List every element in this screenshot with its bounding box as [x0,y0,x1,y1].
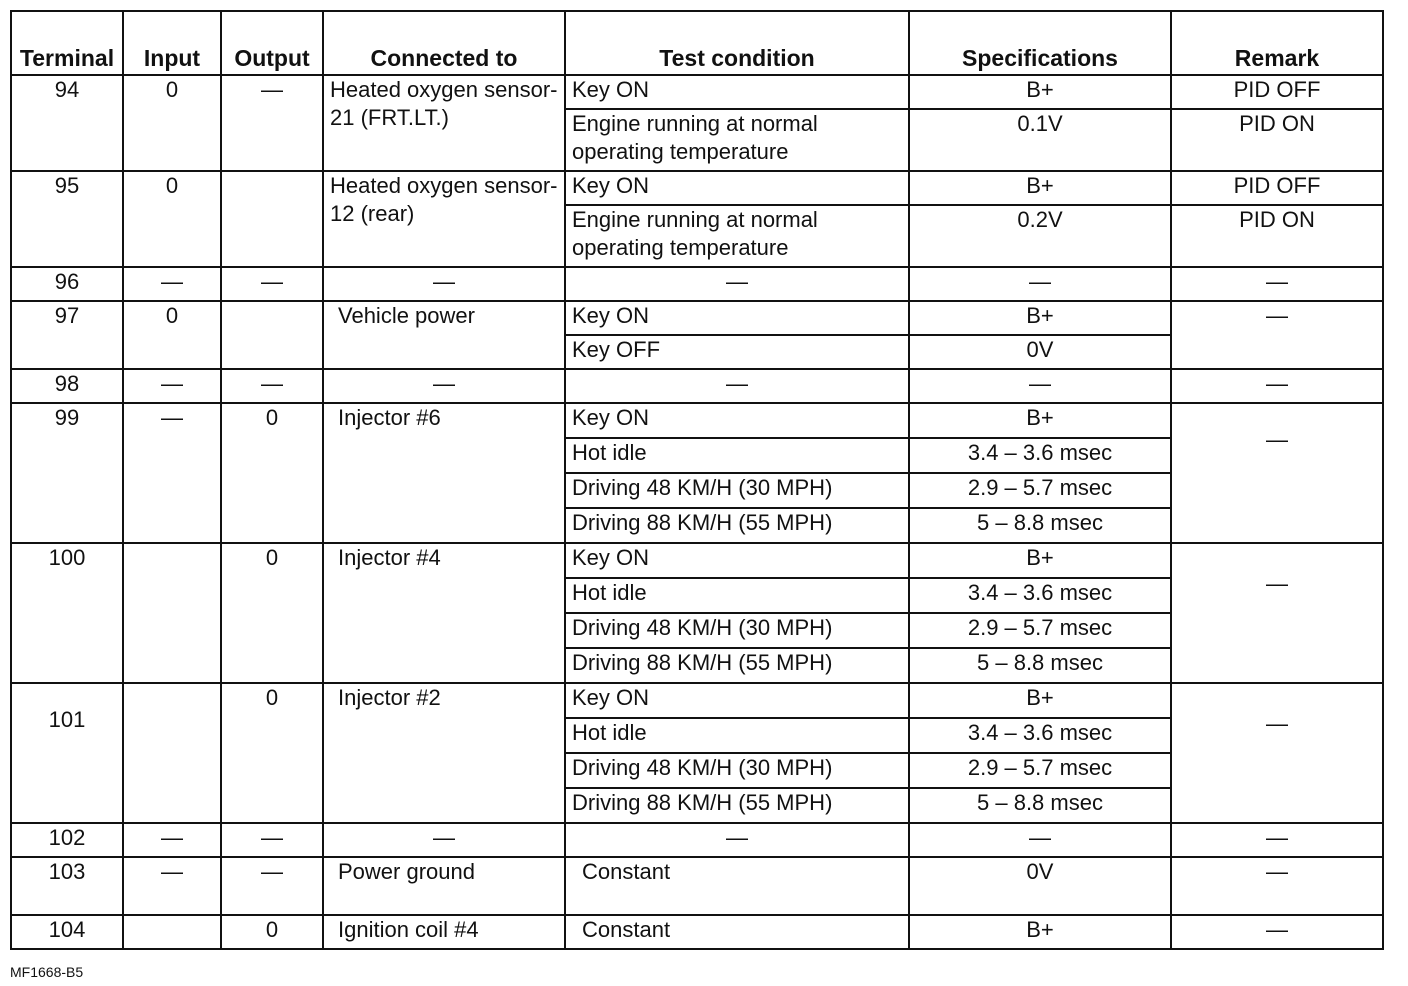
connected-cell: — [323,369,565,403]
table-row [11,301,1383,335]
terminal-cell: 97 [11,301,123,369]
header-test-condition: Test condition [565,11,909,75]
condition-cell: Engine running at normal operating temperature [565,205,909,267]
terminal-cell: 96 [11,267,123,301]
spec-cell: 5 – 8.8 msec [909,508,1171,543]
output-cell: — [221,369,323,403]
figure-code: MF1668-B5 [10,964,84,980]
spec-cell: B+ [909,403,1171,438]
terminal-cell: 100 [11,543,123,683]
output-cell [221,301,323,369]
connected-cell: — [323,823,565,857]
condition-cell: — [565,267,909,301]
header-input: Input [123,11,221,75]
condition-cell: Key OFF [565,335,909,369]
input-cell: — [123,403,221,543]
header-terminal: Terminal [11,11,123,75]
condition-cell: — [565,369,909,403]
spec-cell: 3.4 – 3.6 msec [909,438,1171,473]
header-connected-to: Connected to [323,11,565,75]
terminal-cell: 99 [11,403,123,543]
spec-cell: B+ [909,171,1171,205]
input-cell: — [123,369,221,403]
header-row [11,11,1383,75]
input-cell: — [123,857,221,915]
input-cell: 0 [123,171,221,267]
condition-cell: Constant [565,915,909,949]
remark-cell: PID OFF [1171,171,1383,205]
condition-cell: Key ON [565,301,909,335]
condition-cell: — [565,823,909,857]
output-cell: 0 [221,403,323,543]
spec-cell: 2.9 – 5.7 msec [909,473,1171,508]
table-row [11,823,1383,857]
table-row [11,267,1383,301]
spec-cell: 2.9 – 5.7 msec [909,753,1171,788]
pin-table [10,10,1384,950]
input-cell [123,543,221,683]
spec-cell: — [909,267,1171,301]
terminal-cell: 104 [11,915,123,949]
spec-cell: B+ [909,915,1171,949]
table-row [11,683,1383,718]
header-output: Output [221,11,323,75]
spec-cell: B+ [909,683,1171,718]
output-cell: 0 [221,543,323,683]
condition-cell: Driving 48 KM/H (30 MPH) [565,473,909,508]
header-remark: Remark [1171,11,1383,75]
terminal-cell: 94 [11,75,123,171]
connected-cell: Injector #2 [323,683,565,823]
table-row [11,171,1383,205]
condition-cell: Key ON [565,75,909,109]
condition-cell: Key ON [565,403,909,438]
remark-cell: — [1171,301,1383,369]
condition-cell: Driving 88 KM/H (55 MPH) [565,508,909,543]
connected-cell: Vehicle power [323,301,565,369]
spec-cell: 3.4 – 3.6 msec [909,718,1171,753]
table-row [11,543,1383,578]
terminal-cell: 102 [11,823,123,857]
spec-cell: B+ [909,543,1171,578]
remark-cell: — [1171,403,1383,543]
header-specifications: Specifications [909,11,1171,75]
condition-cell: Driving 88 KM/H (55 MPH) [565,648,909,683]
output-cell: — [221,823,323,857]
connected-cell: Power ground [323,857,565,915]
terminal-cell: 103 [11,857,123,915]
spec-cell: 5 – 8.8 msec [909,648,1171,683]
spec-cell: 2.9 – 5.7 msec [909,613,1171,648]
output-cell: 0 [221,683,323,823]
condition-cell: Driving 48 KM/H (30 MPH) [565,753,909,788]
spec-cell: — [909,369,1171,403]
condition-cell: Key ON [565,543,909,578]
input-cell: — [123,267,221,301]
table-row [11,75,1383,109]
table-row [11,915,1383,949]
spec-cell: 0V [909,857,1171,915]
spec-cell: 3.4 – 3.6 msec [909,578,1171,613]
remark-cell: PID ON [1171,205,1383,267]
spec-cell: 0.2V [909,205,1171,267]
condition-cell: Key ON [565,171,909,205]
terminal-cell: 95 [11,171,123,267]
remark-cell: — [1171,267,1383,301]
connected-cell: Injector #4 [323,543,565,683]
spec-cell: B+ [909,75,1171,109]
connected-cell: Injector #6 [323,403,565,543]
terminal-cell: 101 [11,683,123,823]
condition-cell: Key ON [565,683,909,718]
remark-cell: — [1171,543,1383,683]
input-cell [123,915,221,949]
remark-cell: — [1171,369,1383,403]
input-cell [123,683,221,823]
condition-cell: Engine running at normal operating temperature [565,109,909,171]
remark-cell: PID ON [1171,109,1383,171]
connected-cell: Heated oxygen sensor-12 (rear) [323,171,565,267]
remark-cell: — [1171,683,1383,823]
output-cell [221,171,323,267]
condition-cell: Hot idle [565,718,909,753]
output-cell: — [221,857,323,915]
remark-cell: — [1171,823,1383,857]
output-cell: — [221,267,323,301]
spec-cell: 0V [909,335,1171,369]
table-row [11,857,1383,915]
condition-cell: Hot idle [565,578,909,613]
table-row [11,403,1383,438]
condition-cell: Driving 88 KM/H (55 MPH) [565,788,909,823]
connected-cell: Ignition coil #4 [323,915,565,949]
terminal-cell: 98 [11,369,123,403]
input-cell: 0 [123,75,221,171]
input-cell: — [123,823,221,857]
table-row [11,369,1383,403]
condition-cell: Driving 48 KM/H (30 MPH) [565,613,909,648]
remark-cell: — [1171,915,1383,949]
spec-cell: 5 – 8.8 msec [909,788,1171,823]
input-cell: 0 [123,301,221,369]
remark-cell: — [1171,857,1383,915]
output-cell: 0 [221,915,323,949]
connected-cell: Heated oxygen sensor-21 (FRT.LT.) [323,75,565,171]
spec-cell: 0.1V [909,109,1171,171]
connected-cell: — [323,267,565,301]
condition-cell: Hot idle [565,438,909,473]
output-cell: — [221,75,323,171]
remark-cell: PID OFF [1171,75,1383,109]
spec-cell: B+ [909,301,1171,335]
condition-cell: Constant [565,857,909,915]
spec-cell: — [909,823,1171,857]
